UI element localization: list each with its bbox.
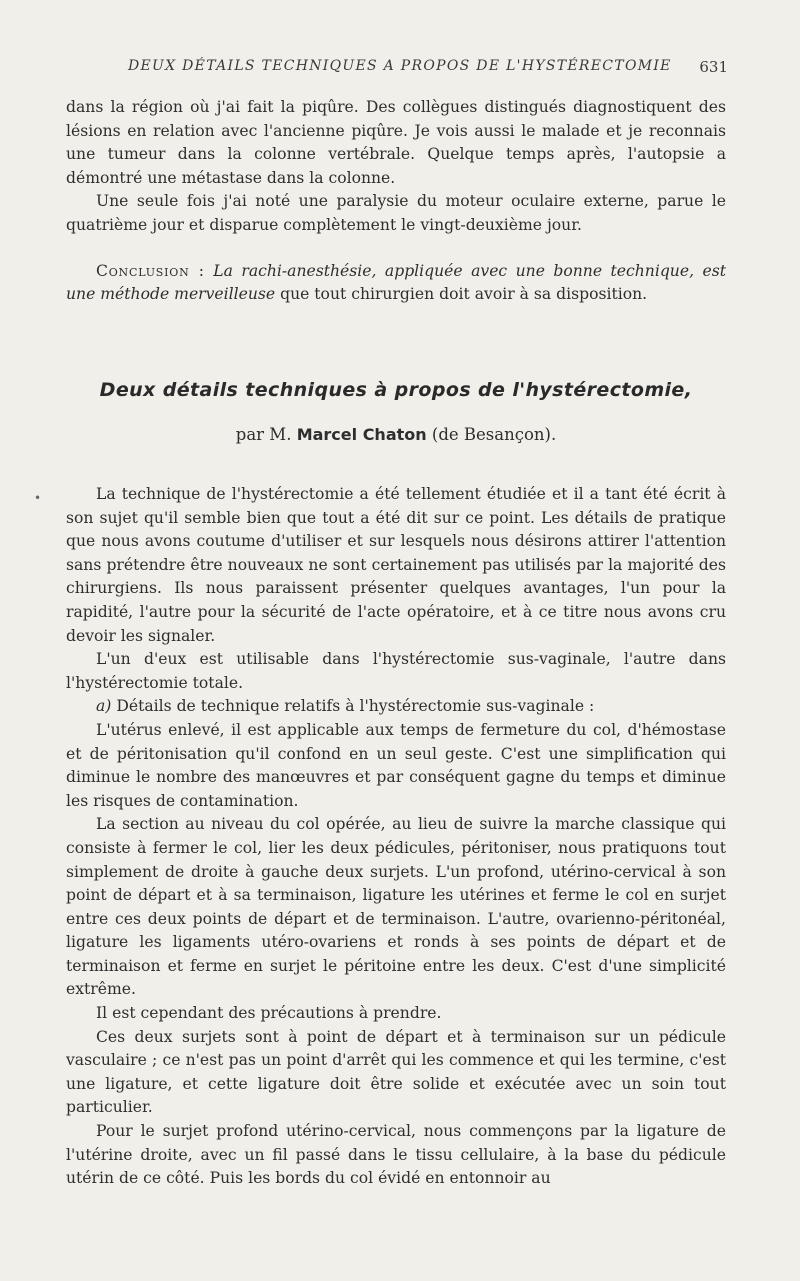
running-title: DEUX DÉTAILS TECHNIQUES A PROPOS DE L'HYSTÉRECTOMIE <box>128 58 672 74</box>
previous-article-text <box>66 96 726 307</box>
paragraph: dans la région où j'ai fait la piqûre. Des collègues distingués diagnostiquent des lésions en relation avec l'ancienne piqûre. Je vois aussi le malade et je reconnais une tumeur dans la colonne vertébrale. Quelque temps après, l'autopsie a démontré une métastase dans la colonne. <box>66 98 726 187</box>
section-a-heading <box>66 695 726 719</box>
paragraph: Il est cependant des précautions à prendre. <box>96 1004 442 1023</box>
paragraph: L'utérus enlevé, il est applicable aux temps de fermeture du col, d'hémostase et de péritonisation qu'il confond en un seul geste. C'est une simplification qui diminue le nombre des manœuvres et par conséquent gagne du temps et diminue les risques de contamination. <box>66 720 726 810</box>
article-body <box>66 483 726 1191</box>
conclusion-italic: La rachi-anesthésie, appliquée avec une bonne technique, est une méthode merveilleuse <box>66 261 726 304</box>
author-name: Marcel Chaton <box>296 425 427 444</box>
paragraph: Ces deux surjets sont à point de départ et à terminaison sur un pédicule vasculaire ; ce n'est pas un point d'arrêt qui les commence et qui les termine, c'est une ligature, et cette ligature doit être solide et exécutée avec un soin tout particulier. <box>66 1027 726 1117</box>
running-head <box>128 58 728 74</box>
byline-prefix: par M. <box>235 425 297 444</box>
article-title: Deux détails techniques à propos de l'hystérectomie, <box>99 379 693 401</box>
paragraph: La section au niveau du col opérée, au lieu de suivre la marche classique qui consiste à fermer le col, lier les deux pédicules, péritoniser, nous pratiquons tout simplement de droite à gauche deux surjets. L'un profond, utérino-cervical à son point de départ et à sa terminaison, ligature les utérines et ferme le col en surjet entre ces deux points de départ et de terminaison. L'autre, ovarienno-péritonéal, ligature les ligaments utéro-ovariens et ronds à ses points de départ et de terminaison et ferme en surjet le péritoine entre les deux. C'est d'une simplicité extrême. <box>66 815 726 999</box>
conclusion-label: Conclusion : <box>96 261 205 280</box>
author-affiliation: (de Besançon). <box>426 425 557 444</box>
byline <box>66 425 726 444</box>
paragraph: Une seule fois j'ai noté une paralysie du moteur oculaire externe, parue le quatrième jour et disparue complètement le vingt-deuxième jour. <box>66 192 726 234</box>
margin-mark: • <box>34 491 42 505</box>
paragraph: L'un d'eux est utilisable dans l'hystérectomie sus-vaginale, l'autre dans l'hystérectomie totale. <box>66 650 726 692</box>
paragraph: La technique de l'hystérectomie a été tellement étudiée et il a tant été écrit à son sujet qu'il semble bien que tout a été dit sur ce point. Les détails de pratique que nous avons coutume d'utiliser et sur lesquels nous désirons attirer l'attention sans prétendre être nouveaux ne sont certainement pas utilisés par la majorité des chirurgiens. Ils nous paraissent présenter quelques avantages, l'un pour la rapidité, l'autre pour la sécurité de l'acte opératoire, et à ce titre nous avons cru devoir les signaler. <box>66 485 726 645</box>
conclusion-paragraph <box>66 260 726 307</box>
conclusion-rest: que tout chirurgien doit avoir à sa disposition. <box>275 285 648 304</box>
section-a-text: Détails de technique relatifs à l'hystérectomie sus-vaginale : <box>111 697 595 716</box>
page-number: 631 <box>699 58 728 76</box>
section-a-marker: a) <box>96 697 112 716</box>
paragraph: Pour le surjet profond utérino-cervical, nous commençons par la ligature de l'utérine droite, avec un fil passé dans le tissu cellulaire, à la base du pédicule utérin de ce côté. Puis les bords du col évidé en entonnoir au <box>66 1122 726 1188</box>
